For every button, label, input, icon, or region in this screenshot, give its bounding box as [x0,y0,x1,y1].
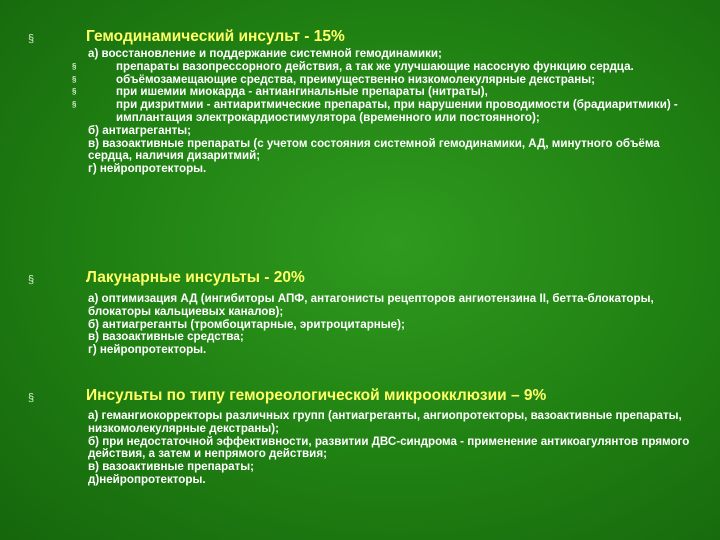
body-line: д)нейропротекторы. [88,472,206,486]
item-text: препараты вазопрессорного действия, а так же улучшающие насосную функцию сердца. [116,59,634,73]
section-bullet: § [28,274,35,286]
body-line: г) нейропротекторы. [88,343,207,357]
section-body [72,47,698,176]
item-text: при ишемии миокарда - антиангинальные препараты (нитраты), [116,85,488,99]
body-line: в) вазоактивные средства; [88,330,244,344]
tail-line: в) вазоактивные препараты (с учетом состояния системной гемодинамики, АД, минутного объёма сердца, наличия дизаритмий; [88,136,660,163]
list-item [72,98,698,125]
section-heading: Гемодинамический инсульт - 15% [86,28,345,45]
item-bullet: § [72,87,77,97]
body-line: а) оптимизация АД (ингибиторы АПФ, антагонисты рецепторов ангиотензина II, бетта-блокаторы, блокаторы кальциевых каналов); [88,292,654,318]
item-text: при дизритмии - антиаритмические препараты, при нарушении проводимости (брадиаритмики) - имплантация электрокардиостимулятора (временного или постоянного); [116,98,678,124]
section-bullet: § [28,33,35,45]
tail-line: г) нейропротекторы. [88,162,207,176]
section-heading: Инсульты по типу гемореологической микроокклюзии – 9% [86,387,547,404]
section-heading: Лакунарные инсульты - 20% [86,269,305,286]
item-bullet: § [72,100,77,110]
body-line: б) при недостаточной эффективности, развитии ДВС-синдрома - применение антикоагулянтов прямого действия, а затем и непрямого действия; [88,434,690,461]
body-line: в) вазоактивные препараты; [88,460,255,474]
intro-line: а) восстановление и поддержание системной гемодинамики; [88,47,442,60]
tail-line: б) антиагреганты; [88,123,192,137]
item-bullet: § [72,74,77,84]
body-line: а) гемангиокорректоры различных групп (антиагреганты, ангиопротекторы, вазоактивные препараты, низкомолекулярные декстраны); [88,409,682,435]
section-bullet: § [28,392,35,404]
item-bullet: § [72,61,77,71]
section-body [88,410,698,487]
section-body [88,293,698,357]
item-text: объёмозамещающие средства, преимущественно низкомолекулярные декстраны; [116,72,596,86]
body-line: б) антиагреганты (тромбоцитарные, эритроцитарные); [88,317,405,331]
